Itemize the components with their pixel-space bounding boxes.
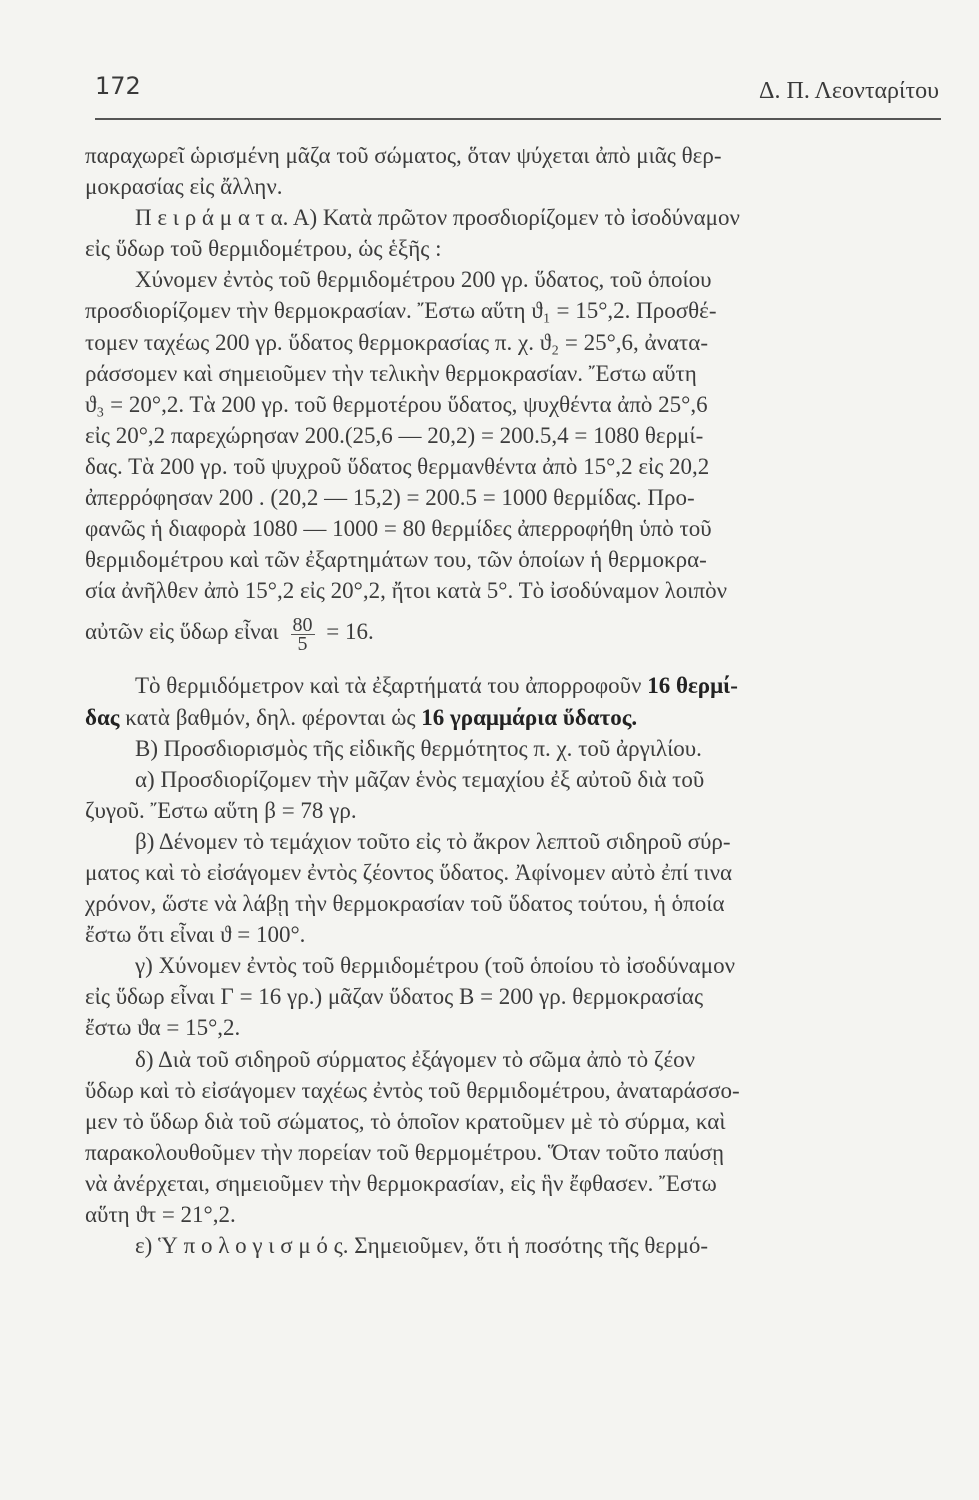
para2-text: Τὸ θερμιδόμετρον καὶ τὰ ἐξαρτήματά του ἀπορροφοῦν — [135, 673, 642, 699]
text-line: παραχωρεῖ ὡρισμένη μᾶζα τοῦ σώματος, ὅταν ψύχεται ἀπὸ μιᾶς θερ- — [85, 143, 722, 168]
text-line: μεν τὸ ὕδωρ διὰ τοῦ σώματος, τὸ ὁποῖον κρατοῦμεν μὲ τὸ σύρμα, καὶ — [85, 1108, 726, 1134]
text-line — [85, 670, 945, 701]
text-line: προσδιορίζομεν τὴν θερμοκρασίαν. Ἔστω αὕτη ϑ₁ = 15°,2. Προσθέ- — [85, 298, 717, 324]
para2-bold: 16 θερμί- — [647, 673, 738, 699]
text-line: χρόνον, ὥστε νὰ λάβῃ τὴν θερμοκρασίαν τοῦ ὕδατος τούτου, ἡ ὁποία — [85, 891, 725, 917]
page-header — [0, 0, 979, 125]
text-line — [85, 702, 945, 733]
text-line: ζυγοῦ. Ἔστω αὕτη β = 78 γρ. — [85, 797, 357, 823]
para2-bold: δας — [85, 704, 120, 730]
text-line: εἰς ὕδωρ τοῦ θερμιδομέτρου, ὡς ἑξῆς : — [85, 236, 442, 262]
para2-text: κατὰ βαθμόν, δηλ. φέρονται ὡς — [125, 704, 416, 730]
text-line: δας. Τὰ 200 γρ. τοῦ ψυχροῦ ὕδατος θερμανθέντα ἀπὸ 15°,2 εἰς 20,2 — [85, 453, 710, 479]
text-line: αὕτη ϑτ = 21°,2. — [85, 1202, 236, 1227]
fraction-numerator: 80 — [292, 613, 313, 636]
text-line: δ) Διὰ τοῦ σιδηροῦ σύρματος ἐξάγομεν τὸ σῶμα ἀπὸ τὸ ζέον — [135, 1046, 696, 1072]
page-number: 172 — [95, 72, 141, 100]
text-line: εἰς ὕδωρ εἶναι Γ = 16 γρ.) μᾶζαν ὕδατος Β = 200 γρ. θερμοκρασίας — [85, 984, 704, 1010]
text-line: γ) Χύνομεν ἐντὸς τοῦ θερμιδομέτρου (τοῦ ὁποίου τὸ ἰσοδύναμον — [135, 953, 735, 979]
text-line: ράσσομεν καὶ σημειοῦμεν τὴν τελικὴν θερμοκρασίαν. Ἔστω αὕτη — [85, 360, 697, 386]
header-rule — [95, 118, 941, 120]
formula-prefix: αὐτῶν εἰς ὕδωρ εἶναι — [85, 619, 279, 645]
fraction-denominator: 5 — [297, 632, 308, 655]
text-line: φανῶς ἡ διαφορὰ 1080 — 1000 = 80 θερμίδες ἀπερροφήθη ὑπὸ τοῦ — [85, 516, 712, 542]
text-line: ἔστω ὅτι εἶναι ϑ = 100°. — [85, 922, 306, 948]
text-line: τομεν ταχέως 200 γρ. ὕδατος θερμοκρασίας π. χ. ϑ₂ = 25°,6, ἀνατα- — [85, 329, 708, 355]
text-line: Χύνομεν ἐντὸς τοῦ θερμιδομέτρου 200 γρ. ὕδατος, τοῦ ὁποίου — [135, 267, 712, 293]
text-line: ἔστω ϑα = 15°,2. — [85, 1015, 241, 1041]
text-line: εἰς 20°,2 παρεχώρησαν 200.(25,6 — 20,2) = 200.5,4 = 1080 θερμί- — [85, 422, 704, 448]
text-line: ε) Ὑ π ο λ ο γ ι σ μ ό ς. Σημειοῦμεν, ὅτι ἡ ποσότης τῆς θερμό- — [135, 1233, 709, 1259]
text-line: μοκρασίας εἰς ἄλλην. — [85, 174, 283, 200]
body-text — [85, 140, 945, 1261]
text-line: ὕδωρ καὶ τὸ εἰσάγομεν ταχέως ἐντὸς τοῦ θερμιδομέτρου, ἀναταράσσο- — [85, 1077, 740, 1103]
text-line: ἀπερρόφησαν 200 . (20,2 — 15,2) = 200.5 = 1000 θερμίδας. Προ- — [85, 485, 695, 511]
text-line: νὰ ἀνέρχεται, σημειοῦμεν τὴν θερμοκρασίαν, εἰς ἣν ἔφθασεν. Ἔστω — [85, 1170, 717, 1196]
experiments-heading: Π ε ι ρ ά μ α τ α. Α) Κατὰ πρῶτον προσδιορίζομεν τὸ ἰσοδύναμον — [135, 205, 740, 231]
text-line: α) Προσδιορίζομεν τὴν μᾶζαν ἑνὸς τεμαχίου ἐξ αὐτοῦ διὰ τοῦ — [135, 766, 705, 792]
text-line: β) Δένομεν τὸ τεμάχιον τοῦτο εἰς τὸ ἄκρον λεπτοῦ σιδηροῦ σύρ- — [135, 828, 731, 854]
running-head: Δ. Π. Λεονταρίτου — [759, 78, 939, 104]
text-line — [85, 202, 945, 233]
text-line: σία ἀνῆλθεν ἀπὸ 15°,2 εἰς 20°,2, ἤτοι κατὰ 5°. Τὸ ἰσοδύναμον λοιπὸν — [85, 578, 727, 604]
text-line: θερμιδομέτρου καὶ τῶν ἐξαρτημάτων του, τῶν ὁποίων ἡ θερμοκρα- — [85, 547, 707, 573]
text-line: παρακολουθοῦμεν τὴν πορείαν τοῦ θερμομέτρου. Ὅταν τοῦτο παύσῃ — [85, 1139, 725, 1165]
text-line: ματος καὶ τὸ εἰσάγομεν ἐντὸς ζέοντος ὕδατος. Ἀφίνομεν αὐτὸ ἐπί τινα — [85, 859, 733, 885]
fraction — [291, 613, 315, 655]
text-line: ϑ₃ = 20°,2. Τὰ 200 γρ. τοῦ θερμοτέρου ὕδατος, ψυχθέντα ἀπὸ 25°,6 — [85, 391, 708, 417]
text-line: Β) Προσδιορισμὸς τῆς εἰδικῆς θερμότητος π. χ. τοῦ ἀργιλίου. — [135, 735, 702, 761]
formula-suffix: = 16. — [326, 619, 374, 645]
para2-bold: 16 γραμμάρια ὕδατος. — [421, 704, 638, 730]
formula-line — [85, 606, 945, 658]
